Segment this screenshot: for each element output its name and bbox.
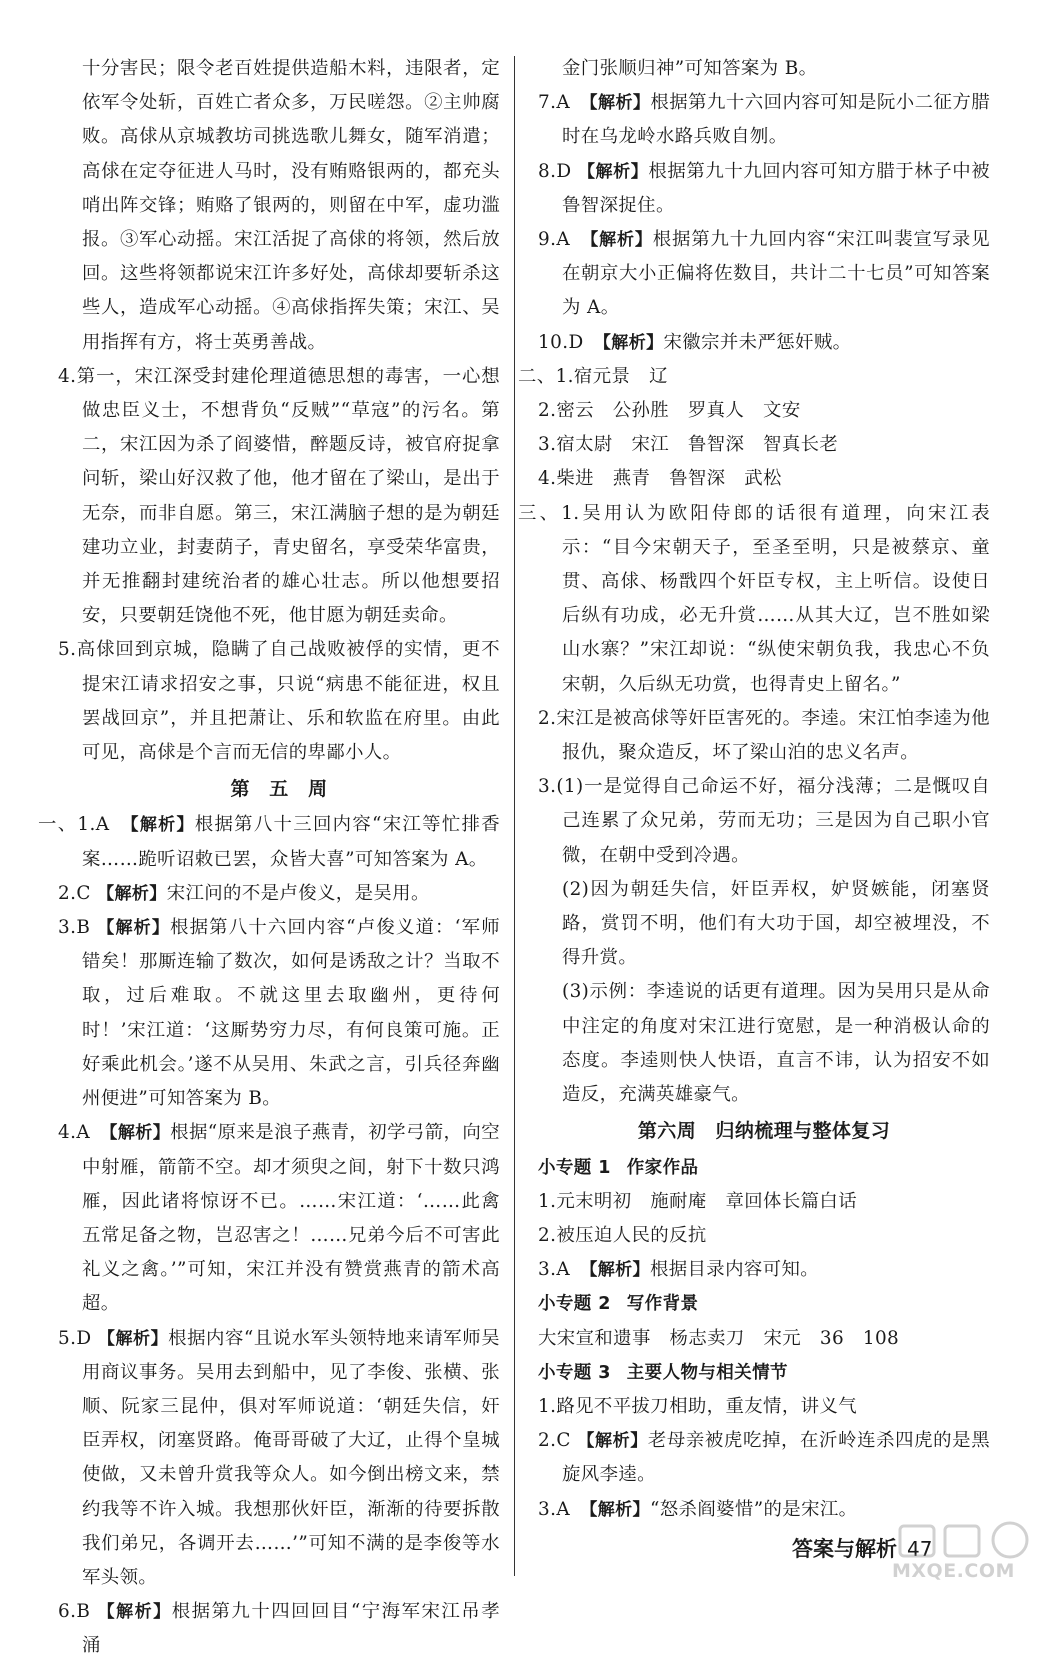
answer-number: 2.C bbox=[538, 1430, 571, 1452]
column-divider bbox=[514, 56, 515, 1576]
answer-text: “怒杀阎婆惜”的是宋江。 bbox=[649, 1498, 858, 1520]
topic1-answer-1: 1.元末明初 施耐庵 章回体长篇白话 bbox=[538, 1190, 857, 1212]
topic-title: 主要人物与相关情节 bbox=[626, 1362, 788, 1383]
answer-number: 一、1.A bbox=[38, 814, 110, 836]
analysis-tag: 【解析】 bbox=[97, 1602, 172, 1623]
answer-number: 10.D bbox=[538, 331, 584, 353]
site-watermark bbox=[890, 1520, 1040, 1592]
w5-answer-3 bbox=[58, 911, 500, 1116]
w5-answer-7 bbox=[538, 86, 990, 154]
topic-title: 作家作品 bbox=[626, 1157, 699, 1178]
answer-text: 宋江问的不是卢俊义，是吴用。 bbox=[166, 882, 430, 904]
topic-number: 小专题 1 bbox=[538, 1157, 611, 1178]
q3-continuation: 十分害民；限令老百姓提供造船木料，违限者，定依军令处斩，百姓亡者众多，万民嗟怨。②主帅腐败。高俅从京城教坊司挑选歌儿舞女，随军消遣；高俅在定夺征进人马时，没有贿赂银两的，都充头哨出阵交锋；贿赂了银两的，则留在中军，虚功滥报。③军心动摇。宋江活捉了高俅的将领，然后放回。这些将领都说宋江许多好处，高俅却要斩杀这些人，造成军心动摇。④高俅指挥失策；宋江、吴用指挥有方，将士英勇善战。 bbox=[82, 58, 500, 353]
w5-answer-9 bbox=[538, 223, 990, 326]
right-column bbox=[518, 52, 990, 1527]
answer-number: 7.A bbox=[538, 92, 571, 114]
answer-text: 宋徽宗并未严惩奸贼。 bbox=[663, 331, 852, 353]
watermark-text: MXQE.COM bbox=[892, 1560, 1015, 1582]
sec3-answer-3-part1: 3.(1)一是觉得自己命运不好，福分浅薄；二是慨叹自己连累了众兄弟，劳而无功；三是因为自己职小官微，在朝中受到冷遇。 bbox=[538, 776, 990, 866]
analysis-tag: 【解析】 bbox=[97, 883, 167, 904]
answer-text: 根据目录内容可知。 bbox=[649, 1259, 820, 1281]
topic-2-heading bbox=[538, 1287, 990, 1321]
topic1-answer-2: 2.被压迫人民的反抗 bbox=[538, 1224, 707, 1246]
answer-number: 6.B bbox=[58, 1601, 91, 1623]
topic3-answer-1: 1.路见不平拔刀相助，重友情，讲义气 bbox=[538, 1395, 857, 1417]
week-6-heading: 第六周 归纳梳理与整体复习 bbox=[637, 1120, 891, 1143]
analysis-tag: 【解析】 bbox=[589, 230, 653, 251]
answer-number: 9.A bbox=[538, 229, 571, 251]
topic3-answer-2 bbox=[538, 1424, 990, 1492]
sec3-answer-3-part2: (2)因为朝廷失信，奸臣弄权，妒贤嫉能，闭塞贤路，赏罚不明，他们有大功于国，却空被埋没，不得升赏。 bbox=[562, 878, 990, 969]
w5-answer-6 bbox=[58, 1595, 519, 1663]
answer-number: 4.A bbox=[58, 1122, 91, 1144]
answer-number: 5.D bbox=[58, 1327, 92, 1349]
left-column bbox=[38, 52, 519, 1664]
topic1-answer-3 bbox=[538, 1253, 990, 1287]
answer-number: 3.B bbox=[58, 917, 91, 939]
answer-text: 老母亲被虎吃掉，在沂岭连杀四虎的是黑旋风李逵。 bbox=[562, 1430, 990, 1486]
topic-number: 小专题 2 bbox=[538, 1294, 611, 1315]
analysis-tag: 【解析】 bbox=[577, 161, 649, 182]
answer-text: 根据第八十三回内容“宋江等忙排香案……跪听诏敕已罢，众皆大喜”可知答案为 A。 bbox=[82, 814, 501, 870]
sec2-answer-1: 二、1.宿元景 辽 bbox=[518, 365, 668, 387]
answer-text: 根据第九十九回内容“宋江叫裴宣写录见在朝京大小正偏将佐数目，共计二十七员”可知答案为 A。 bbox=[562, 229, 990, 319]
w5-answer-8 bbox=[538, 155, 990, 223]
analysis-tag: 【解析】 bbox=[602, 332, 664, 353]
watermark-logo-icon bbox=[890, 1520, 1040, 1564]
answer-text: 根据第九十四回回目“宁海军宋江吊孝 涌 bbox=[82, 1601, 519, 1657]
sec3-answer-3-part3: (3)示例：李逵说的话更有道理。因为吴用只是从命中注定的角度对宋江进行宽慰，是一种消极认命的态度。李逵则快人快语，直言不讳，认为招安不如造反，充满英雄豪气。 bbox=[562, 981, 990, 1106]
sec2-answer-2: 2.密云 公孙胜 罗真人 文安 bbox=[538, 400, 801, 422]
topic-3-heading bbox=[538, 1356, 990, 1390]
topic2-answer: 大宋宣和遗事 杨志卖刀 宋元 36 108 bbox=[538, 1327, 900, 1349]
analysis-tag: 【解析】 bbox=[577, 1431, 648, 1452]
answer-q5: 5.高俅回到京城，隐瞒了自己战败被俘的实情，更不提宋江请求招安之事，只说“病患不能征进，权且罢战回京”，并且把萧让、乐和软监在府里。由此可见，高俅是个言而无信的卑鄙小人。 bbox=[58, 639, 500, 764]
answer-number: 3.A bbox=[538, 1259, 571, 1281]
answer-number: 3.A bbox=[538, 1498, 571, 1520]
answer-text: 根据第八十六回内容“卢俊义道：‘军师错矣！那厮连输了数次，如何是诱敌之计？当取不取，过后难取。不就这里去取幽州，更待何时！’宋江道：‘这厮势穷力尽，有何良策可施。正好乘此机会。’遂不从吴用、朱武之言，引兵径奔幽州便进”可知答案为 B。 bbox=[82, 917, 500, 1110]
analysis-tag: 【解析】 bbox=[97, 1328, 169, 1349]
answer-text: 根据第九十六回内容可知是阮小二征方腊时在乌龙岭水路兵败自刎。 bbox=[562, 92, 990, 148]
analysis-tag: 【解析】 bbox=[108, 1123, 171, 1144]
answer-q4: 4.第一，宋江深受封建伦理道德思想的毒害，一心想做忠臣义士，不想背负“反贼”“草寇”的污名。第二，宋江因为杀了阎婆惜，醉题反诗，被官府捉拿问斩，梁山好汉救了他，他才留在了梁山，是出于无奈，而非自愿。第三，宋江满脑子想的是为朝廷建功立业，封妻荫子，青史留名，享受荣华富贵，并无推翻封建统治者的雄心壮志。所以他想要招安，只要朝廷饶他不死，他甘愿为朝廷卖命。 bbox=[58, 365, 500, 627]
answer-text: 根据内容“且说水军头领特地来请军师吴用商议事务。吴用去到船中，见了李俊、张横、张顺、阮家三昆仲，俱对军师说道：‘朝廷失信，奸臣弄权，闭塞贤路。俺哥哥破了大辽，止得个皇城使做，又未曾升赏我等众人。如今倒出榜文来，禁约我等不许入城。我想那伙奸臣，渐渐的待要拆散我们弟兄，各调开去……’”可知不满的是李俊等水军头领。 bbox=[82, 1327, 500, 1588]
w5-answer-6-continuation: 金门张顺归神”可知答案为 B。 bbox=[562, 58, 818, 79]
topic-title: 写作背景 bbox=[626, 1294, 699, 1315]
sec2-answer-4: 4.柴进 燕青 鲁智深 武松 bbox=[538, 468, 782, 490]
topic-number: 小专题 3 bbox=[538, 1362, 611, 1383]
answer-text: 根据“原来是浪子燕青，初学弓箭，向空中射雁，箭箭不空。却才须臾之间，射下十数只鸿雁，因此诸将惊讶不已。……宋江道：‘……此禽五常足备之物，岂忍害之！……兄弟今后不可害此礼义之禽。’”可知，宋江并没有赞赏燕青的箭术高超。 bbox=[82, 1122, 500, 1315]
topic-1-heading bbox=[538, 1151, 990, 1185]
answer-number: 8.D bbox=[538, 160, 572, 182]
analysis-tag: 【解析】 bbox=[588, 1260, 650, 1281]
page-number: 47 bbox=[907, 1537, 933, 1561]
analysis-tag: 【解析】 bbox=[588, 93, 651, 114]
sec2-answer-3: 3.宿太尉 宋江 鲁智深 智真长老 bbox=[538, 434, 839, 456]
footer-label: 答案与解析 bbox=[792, 1537, 897, 1561]
w5-answer-4 bbox=[58, 1116, 500, 1321]
w5-answer-5 bbox=[58, 1322, 500, 1596]
answer-number: 2.C bbox=[58, 882, 91, 904]
sec3-answer-1: 三、1.吴用认为欧阳侍郎的话很有道理，向宋江表示：“目今宋朝天子，至圣至明，只是被蔡京、童贯、高俅、杨戬四个奸臣专权，主上听信。设使日后纵有功成，必无升赏……从其大辽，岂不胜如梁山水寨？”宋江却说：“纵使宋朝负我，我忠心不负宋朝，久后纵无功赏，也得青史上留名。” bbox=[518, 502, 990, 695]
answer-text: 根据第九十九回内容可知方腊于林子中被鲁智深捉住。 bbox=[562, 160, 990, 216]
w5-answer-1 bbox=[38, 808, 501, 876]
analysis-tag: 【解析】 bbox=[97, 918, 171, 939]
analysis-tag: 【解析】 bbox=[588, 1499, 650, 1520]
w5-answer-10 bbox=[538, 326, 990, 360]
week-5-heading: 第 五 周 bbox=[230, 778, 328, 801]
analysis-tag: 【解析】 bbox=[130, 815, 195, 836]
sec3-answer-2: 2.宋江是被高俅等奸臣害死的。李逵。宋江怕李逵为他报仇，聚众造反，坏了梁山泊的忠义名声。 bbox=[538, 707, 990, 764]
w5-answer-2 bbox=[58, 877, 500, 911]
